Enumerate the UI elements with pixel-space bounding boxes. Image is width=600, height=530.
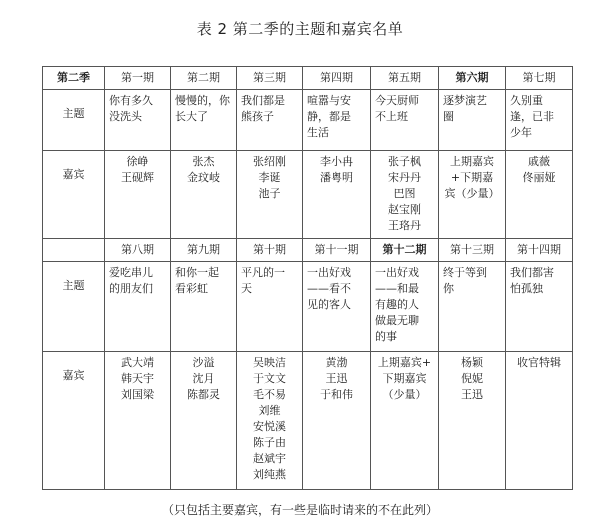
guest-cell: 上期嘉宾 +下期嘉 宾（少量） — [439, 151, 506, 239]
guest-cell: 张杰 金玟岐 — [171, 151, 237, 239]
theme-row-2 — [43, 262, 573, 352]
document-title: 表 2 第二季的主题和嘉宾名单 — [196, 20, 404, 38]
theme-cell: 我们都是 熊孩子 — [237, 90, 303, 151]
header-cell: 第一期 — [105, 67, 171, 90]
guest-cell: 张子枫 宋丹丹 巴图 赵宝刚 王珞丹 — [371, 151, 439, 239]
guest-cell: 黄渤 王迅 于和伟 — [303, 352, 371, 490]
guest-cell: 武大靖 韩天宇 刘国梁 — [105, 352, 171, 490]
header-cell: 第四期 — [303, 67, 371, 90]
theme-row-1 — [43, 90, 573, 151]
guest-cell: 徐峥 王砚辉 — [105, 151, 171, 239]
theme-cell: 我们都害 怕孤独 — [506, 262, 573, 352]
header-cell: 第十三期 — [439, 239, 506, 262]
header-cell: 第六期 — [439, 67, 506, 90]
row-label-guests: 嘉宾 — [43, 352, 105, 490]
header-cell — [43, 239, 105, 262]
header-cell: 第十期 — [237, 239, 303, 262]
theme-cell: 久别重 逢，已非 少年 — [506, 90, 573, 151]
guest-row-1 — [43, 151, 573, 239]
header-cell: 第十一期 — [303, 239, 371, 262]
guest-cell: 戚薇 佟丽娅 — [506, 151, 573, 239]
theme-cell: 和你一起 看彩虹 — [171, 262, 237, 352]
theme-cell: 一出好戏 ——看不 见的客人 — [303, 262, 371, 352]
header-cell: 第九期 — [171, 239, 237, 262]
guest-cell: 张绍刚 李诞 池子 — [237, 151, 303, 239]
theme-cell: 平凡的一 天 — [237, 262, 303, 352]
header-cell: 第二期 — [171, 67, 237, 90]
theme-cell: 喧嚣与安 静，都是 生活 — [303, 90, 371, 151]
theme-cell: 终于等到 你 — [439, 262, 506, 352]
guest-cell: 收官特辑 — [506, 352, 573, 490]
header-cell: 第五期 — [371, 67, 439, 90]
header-cell: 第二季 — [43, 67, 105, 90]
header-cell: 第七期 — [506, 67, 573, 90]
guest-cell: 沙溢 沈月 陈都灵 — [171, 352, 237, 490]
header-row-episodes-8-14 — [43, 239, 573, 262]
theme-cell: 你有多久 没洗头 — [105, 90, 171, 151]
header-cell: 第十二期 — [371, 239, 439, 262]
guest-cell: 吴映洁 于文文 毛不易 刘维 安悦溪 陈子由 赵斌宇 刘纯燕 — [237, 352, 303, 490]
header-cell: 第十四期 — [506, 239, 573, 262]
season-two-table — [42, 66, 573, 490]
guest-cell: 杨颖 倪妮 王迅 — [439, 352, 506, 490]
footnote: （只包括主要嘉宾，有一些是临时请来的不在此列） — [161, 503, 438, 517]
theme-cell: 爱吃串儿 的朋友们 — [105, 262, 171, 352]
guest-cell: 上期嘉宾+ 下期嘉宾 （少量） — [371, 352, 439, 490]
theme-cell: 一出好戏 ——和最 有趣的人 做最无聊 的事 — [371, 262, 439, 352]
header-cell: 第三期 — [237, 67, 303, 90]
theme-cell: 逐梦演艺 圈 — [439, 90, 506, 151]
theme-cell: 慢慢的，你 长大了 — [171, 90, 237, 151]
header-cell: 第八期 — [105, 239, 171, 262]
header-row-episodes-1-7 — [43, 67, 573, 90]
row-label-guests: 嘉宾 — [43, 151, 105, 239]
guest-row-2 — [43, 352, 573, 490]
guest-cell: 李小冉 潘粤明 — [303, 151, 371, 239]
row-label-theme: 主题 — [43, 90, 105, 151]
theme-cell: 今天厨师 不上班 — [371, 90, 439, 151]
row-label-theme: 主题 — [43, 262, 105, 352]
